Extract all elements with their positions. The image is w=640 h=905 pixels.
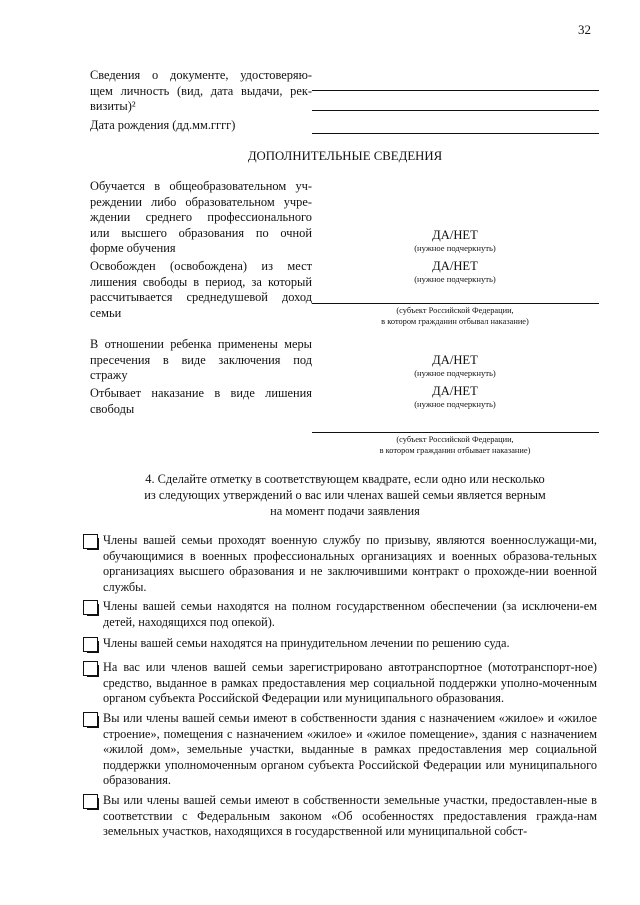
checklist-item-state-support: Члены вашей семьи находятся на полном государственном обеспечении (за исключени-ем детей, находящихся под опекой). xyxy=(103,599,597,629)
released-caption-line: (субъект Российской Федерации, xyxy=(396,306,514,315)
serving-region-blank-line[interactable] xyxy=(312,432,599,433)
released-line: лишения свободы в период, за который xyxy=(90,274,312,289)
serving-region-caption xyxy=(340,434,570,456)
studies-question xyxy=(90,179,312,257)
serving-hint: (нужное подчеркнуть) xyxy=(414,399,496,409)
birth-date-blank-line[interactable] xyxy=(312,133,599,134)
studies-hint: (нужное подчеркнуть) xyxy=(414,243,496,253)
released-yes-no[interactable]: ДА/НЕТ xyxy=(432,259,478,273)
studies-line: реждении либо образовательном учре- xyxy=(90,194,312,209)
checkbox-vehicle[interactable] xyxy=(83,661,98,676)
studies-line: Обучается в общеобразовательном уч- xyxy=(90,179,312,193)
birth-date-label: Дата рождения (дд.мм.гггг) xyxy=(90,118,236,132)
checkbox-military-service[interactable] xyxy=(83,534,98,549)
serving-line: Отбывает наказание в виде лишения xyxy=(90,386,312,400)
released-line: рассчитывается среднедушевой доход xyxy=(90,290,312,304)
checkbox-property[interactable] xyxy=(83,712,98,727)
checklist-item-vehicle: На вас или членов вашей семьи зарегистрировано автотранспортное (мототранспорт-ное) средство, выданное в рамках предоставления мер социальной поддержки уполно-моченным органом субъекта Российской Федерации или муниципального образования. xyxy=(103,660,597,706)
checkbox-compulsory-treatment[interactable] xyxy=(83,637,98,652)
section-4-line: из следующих утверждений о вас или членах вашей семьи является верным xyxy=(144,488,546,502)
studies-yes-no[interactable]: ДА/НЕТ xyxy=(432,228,478,242)
section-4-instructions xyxy=(90,471,600,519)
detention-line: пресечения в виде заключения под xyxy=(90,352,312,367)
checkbox-state-support[interactable] xyxy=(83,600,98,615)
page-number: 32 xyxy=(578,22,591,37)
detention-yes-no[interactable]: ДА/НЕТ xyxy=(432,353,478,367)
identity-doc-line: щем личность (вид, дата выдачи, рек- xyxy=(90,83,312,98)
identity-doc-label xyxy=(90,68,312,115)
serving-question xyxy=(90,386,312,417)
serving-yes-no[interactable]: ДА/НЕТ xyxy=(432,384,478,398)
released-question xyxy=(90,259,312,321)
checklist-item-property: Вы или члены вашей семьи имеют в собственности здания с назначением «жилое» и «жилое строение», помещения с назначением «жилое» и «жилое помещение», здания с назначением «жилой дом», земельные участки, выданные в рамках предоставления мер социальной поддержки уполномоченным органом субъекта Российской Федерации или муниципального образования. xyxy=(103,711,597,788)
detention-hint: (нужное подчеркнуть) xyxy=(414,368,496,378)
released-caption-line: в котором гражданин отбывал наказание) xyxy=(381,317,529,326)
identity-doc-line: визиты)² xyxy=(90,99,136,113)
serving-line: свободы xyxy=(90,401,135,416)
released-answer[interactable] xyxy=(370,259,540,285)
released-line: семьи xyxy=(90,305,122,320)
detention-line: стражу xyxy=(90,368,128,382)
released-line: Освобожден (освобождена) из мест xyxy=(90,259,312,273)
studies-answer[interactable] xyxy=(370,228,540,254)
checklist-item-land-plots: Вы или члены вашей семьи имеют в собственности земельные участки, предоставлен-ные в соответствии с Федеральным законом «Об особенностях предоставления гражда-нам земельных участков, находящихся в государственной или муниципальной собст- xyxy=(103,793,597,839)
studies-line: ждении среднего профессионального xyxy=(90,210,312,224)
detention-answer[interactable] xyxy=(370,353,540,379)
studies-line: форме обучения xyxy=(90,241,176,255)
identity-doc-blank-line-1[interactable] xyxy=(312,90,599,91)
studies-line: или высшего образования по очной xyxy=(90,225,312,240)
released-region-caption xyxy=(340,305,570,327)
detention-line: В отношении ребенка применены меры xyxy=(90,337,312,351)
section-4-line: на момент подачи заявления xyxy=(270,504,420,518)
released-region-blank-line[interactable] xyxy=(312,303,599,304)
checklist-item-military-service: Члены вашей семьи проходят военную службу по призыву, являются военнослужащи-ми, обучающимися в военных профессиональных организациях и военных образова-тельных организациях высшего образования и не заключившими контракт о прохожде-нии военной службы. xyxy=(103,533,597,594)
released-hint: (нужное подчеркнуть) xyxy=(414,274,496,284)
serving-caption-line: (субъект Российской Федерации, xyxy=(396,435,514,444)
additional-info-heading: ДОПОЛНИТЕЛЬНЫЕ СВЕДЕНИЯ xyxy=(247,149,443,163)
identity-doc-blank-line-2[interactable] xyxy=(312,110,599,111)
serving-answer[interactable] xyxy=(370,384,540,410)
checklist-item-compulsory-treatment: Члены вашей семьи находятся на принудительном лечении по решению суда. xyxy=(103,636,510,650)
checkbox-land-plots[interactable] xyxy=(83,794,98,809)
detention-question xyxy=(90,337,312,384)
section-4-line: 4. Сделайте отметку в соответствующем квадрате, если одно или несколько xyxy=(145,472,545,486)
serving-caption-line: в котором гражданин отбывает наказание) xyxy=(379,446,531,455)
identity-doc-line: Сведения о документе, удостоверяю- xyxy=(90,68,312,82)
